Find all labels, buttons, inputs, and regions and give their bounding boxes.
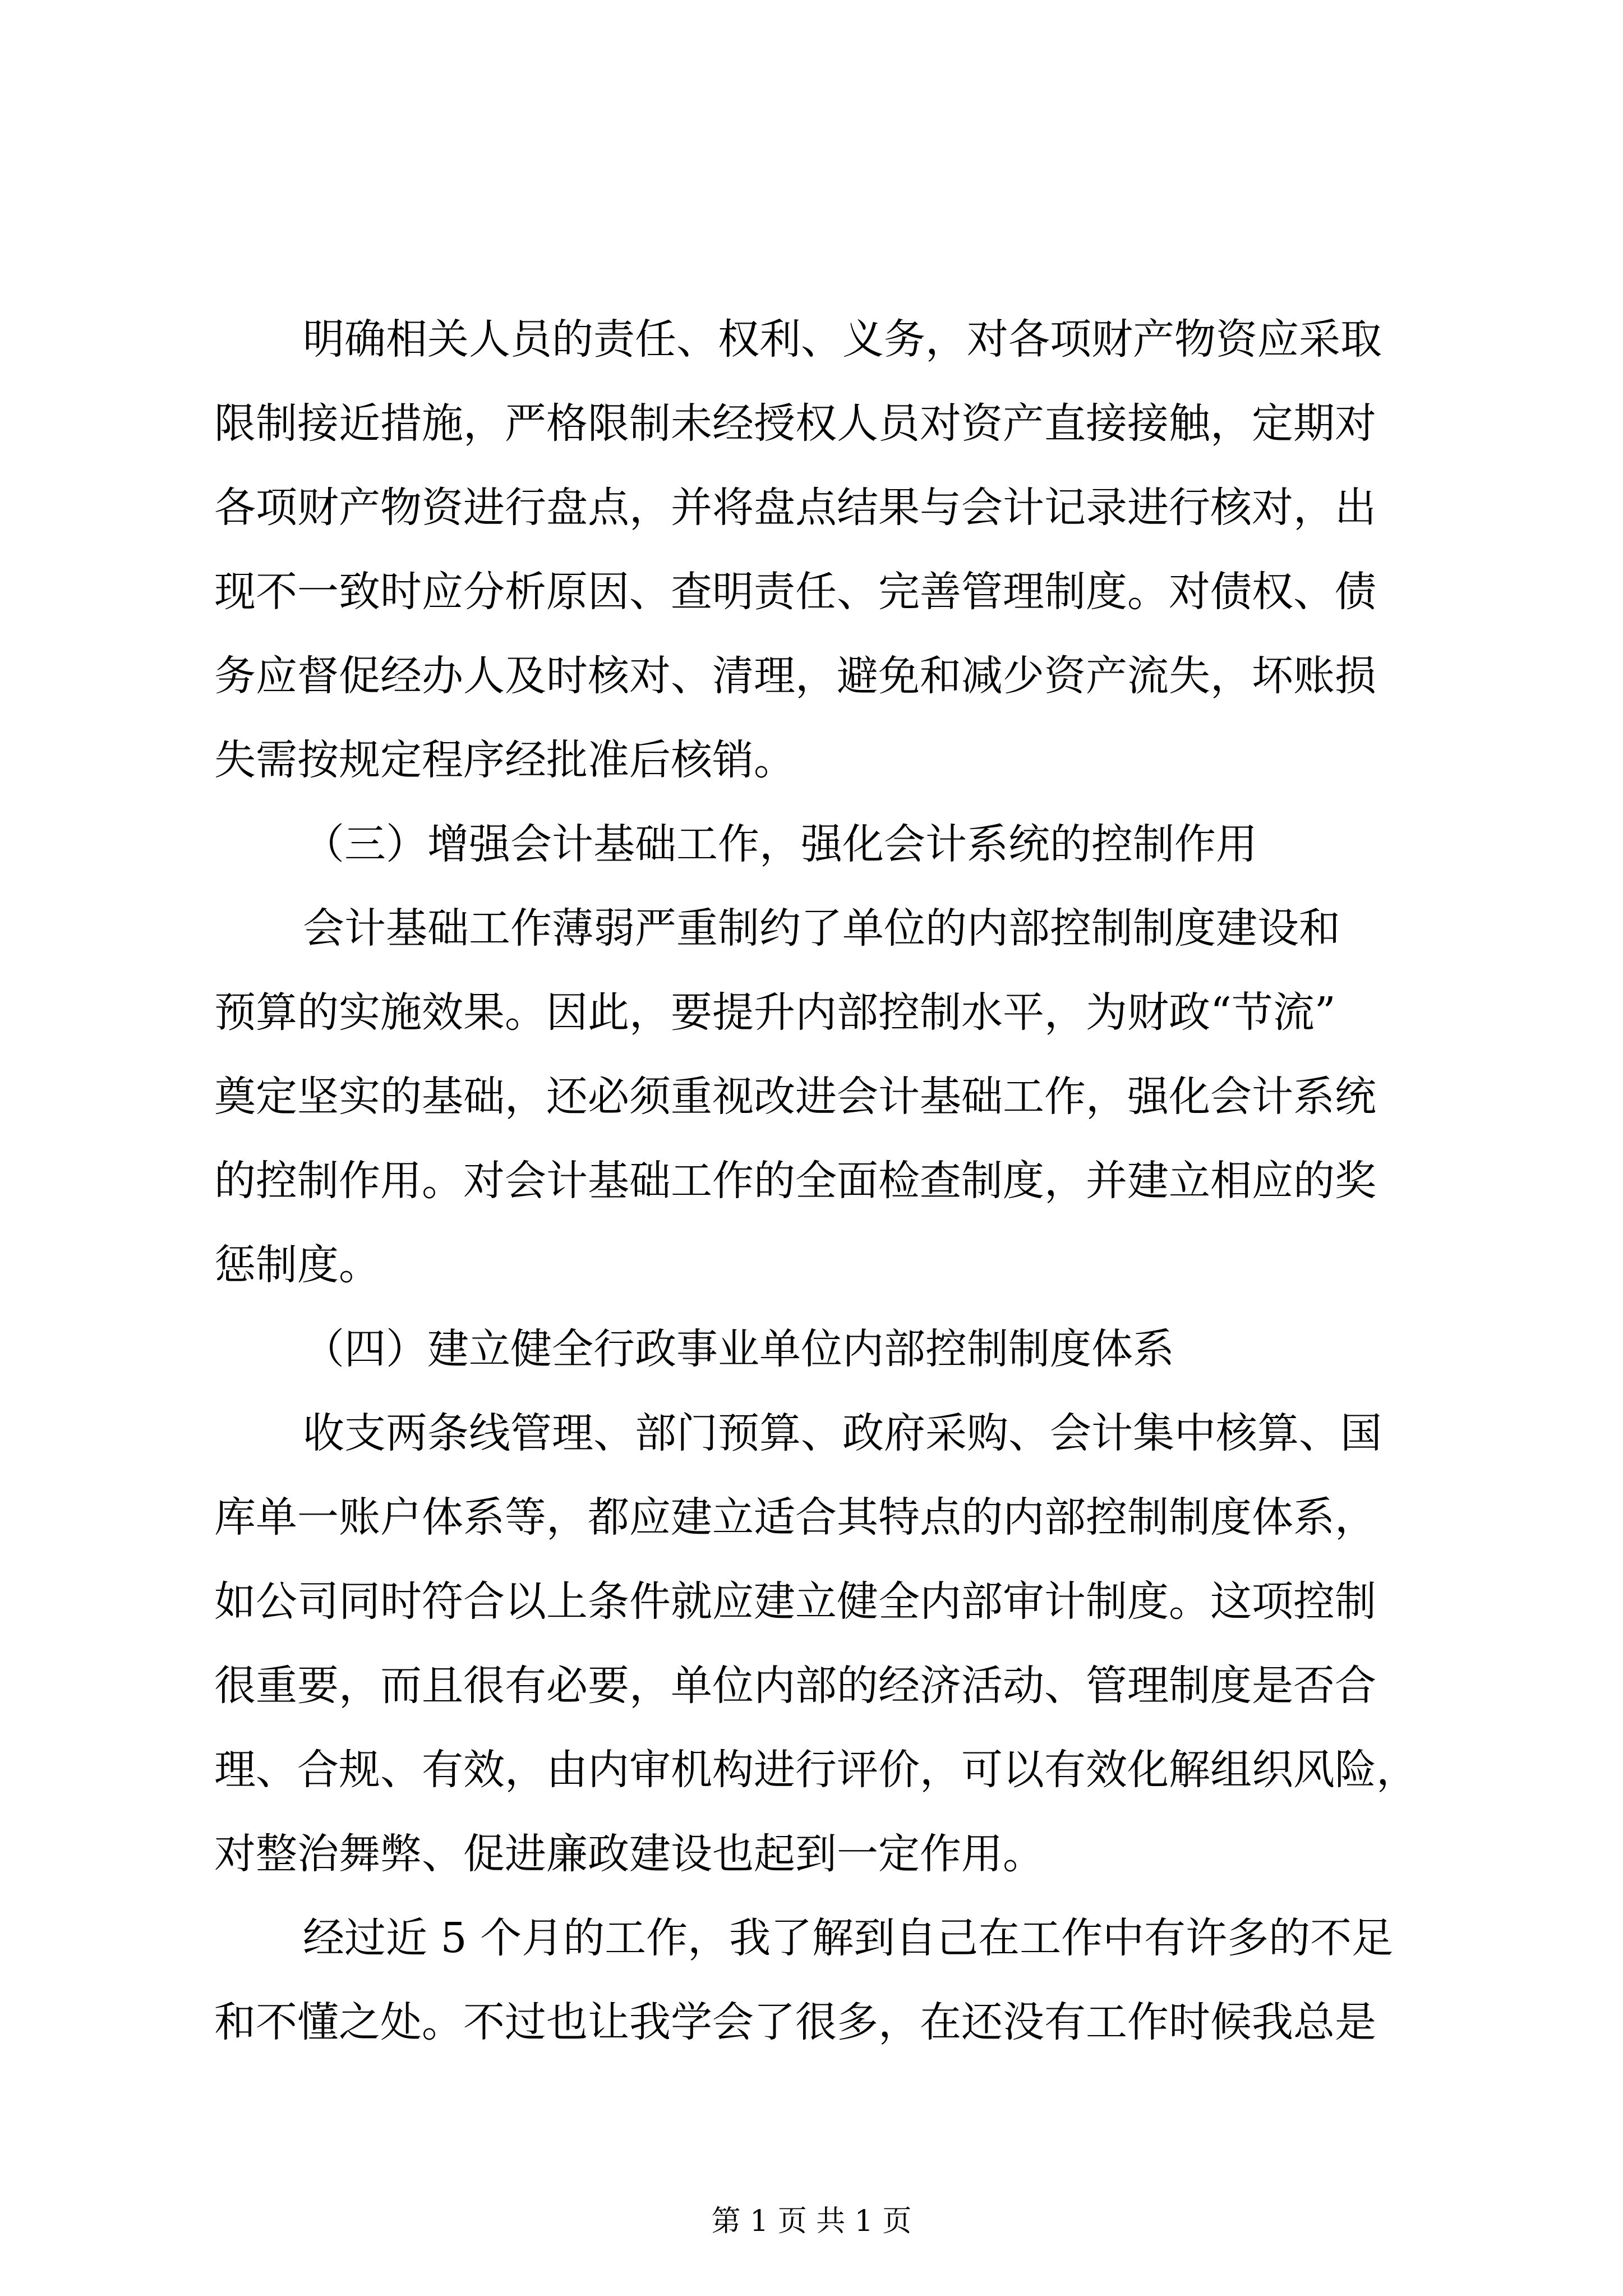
text-line: 库单一账户体系等，都应建立适合其特点的内部控制制度体系，	[214, 1493, 1376, 1542]
text-line: 各项财产物资进行盘点，并将盘点结果与会计记录进行核对，出	[214, 484, 1376, 532]
text-line: 如公司同时符合以上条件就应建立健全内部审计制度。这项控制	[214, 1577, 1376, 1626]
text-line: 的控制作用。对会计基础工作的全面检查制度，并建立相应的奖	[214, 1157, 1376, 1205]
text-line: 会计基础工作薄弱严重制约了单位的内部控制制度建设和	[303, 904, 1340, 953]
text-line: 很重要，而且很有必要，单位内部的经济活动、管理制度是否合	[214, 1662, 1376, 1710]
text-line: 明确相关人员的责任、权利、义务，对各项财产物资应采取	[303, 315, 1382, 364]
text-line: 失需按规定程序经批准后核销。	[214, 736, 795, 784]
text-line: 惩制度。	[214, 1241, 380, 1289]
text-line: 限制接近措施，严格限制未经授权人员对资产直接接触，定期对	[214, 399, 1376, 448]
section-heading: （三）增强会计基础工作，强化会计系统的控制作用	[303, 820, 1257, 868]
text-line: 奠定坚实的基础，还必须重视改进会计基础工作，强化会计系统	[214, 1073, 1376, 1121]
text-line: 预算的实施效果。因此，要提升内部控制水平，为财政“节流”	[214, 988, 1336, 1037]
section-heading: （四）建立健全行政事业单位内部控制制度体系	[303, 1325, 1174, 1373]
text-line: 务应督促经办人及时核对、清理，避免和减少资产流失，坏账损	[214, 652, 1376, 700]
text-line: 现不一致时应分析原因、查明责任、完善管理制度。对债权、债	[214, 568, 1376, 616]
text-line: 经过近 5 个月的工作，我了解到自己在工作中有许多的不足	[303, 1914, 1394, 1962]
page-footer: 第 1 页 共 1 页	[711, 2205, 912, 2238]
text-line: 收支两条线管理、部门预算、政府采购、会计集中核算、国	[303, 1409, 1382, 1457]
text-line: 理、合规、有效，由内审机构进行评价，可以有效化解组织风险，	[214, 1746, 1418, 1794]
text-line: 对整治舞弊、促进廉政建设也起到一定作用。	[214, 1830, 1044, 1878]
text-line: 和不懂之处。不过也让我学会了很多，在还没有工作时候我总是	[214, 1998, 1376, 2046]
